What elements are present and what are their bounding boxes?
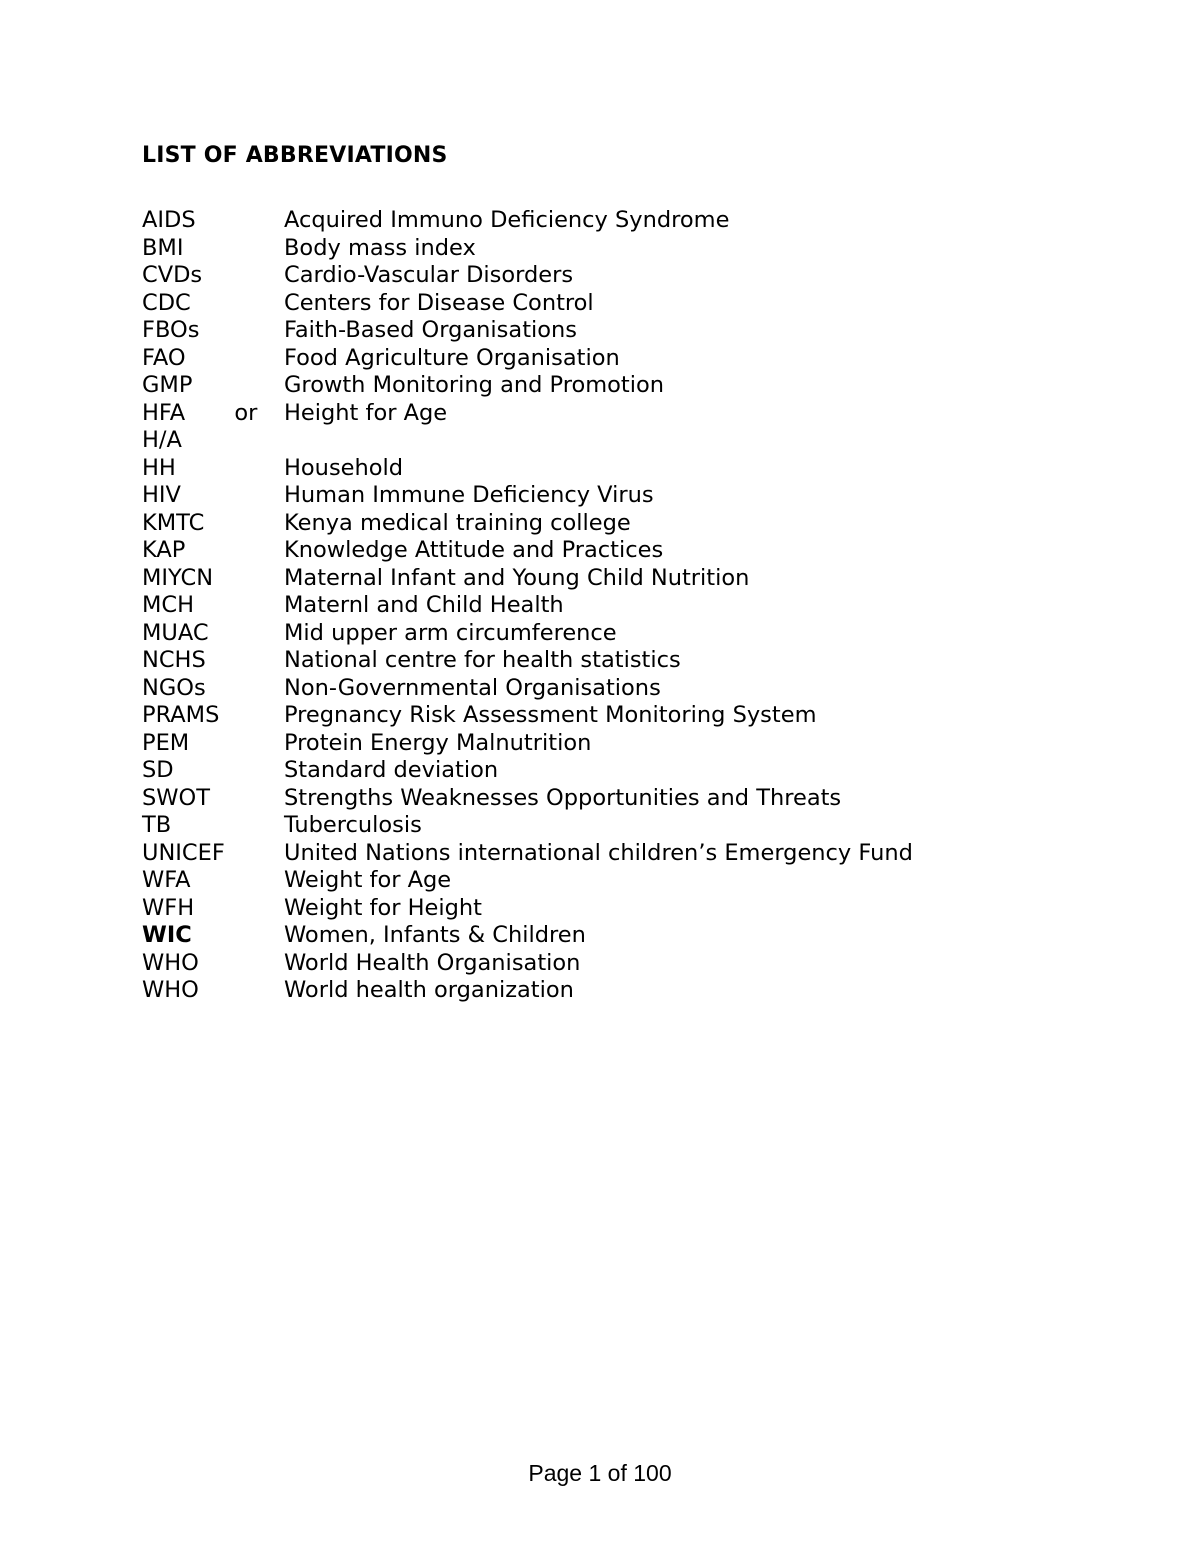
abbreviation-term: WHO (142, 949, 199, 976)
abbreviation-definition: Body mass index (284, 234, 476, 261)
abbreviation-term: FBOs (142, 317, 200, 343)
list-item (142, 510, 1142, 538)
abbreviation-term: GMP (142, 372, 193, 398)
list-item (142, 950, 1142, 978)
abbreviation-term: TB (142, 812, 172, 838)
abbreviation-definition: Weight for Age (284, 867, 452, 893)
abbreviation-term: MUAC (142, 619, 209, 646)
abbreviation-term: PEM (142, 729, 190, 756)
list-item (142, 207, 1142, 235)
abbreviation-definition: Tuberculosis (284, 812, 422, 838)
abbreviation-term: AIDS (142, 207, 196, 233)
list-item (142, 647, 1142, 675)
abbreviation-definition: Food Agriculture Organisation (284, 344, 620, 371)
abbreviation-definition: Standard deviation (284, 757, 499, 783)
abbreviation-term: FAO (142, 344, 186, 371)
list-item (142, 262, 1142, 290)
abbreviation-term: KMTC (142, 509, 205, 536)
list-item (142, 235, 1142, 263)
abbreviation-definition: Strengths Weaknesses Opportunities and Threats (284, 784, 842, 811)
page-number-footer: Page 1 of 100 (528, 1460, 672, 1486)
list-item (142, 372, 1142, 400)
abbreviation-definition: World Health Organisation (284, 949, 581, 976)
abbreviation-list (142, 207, 1142, 1005)
list-item (142, 565, 1142, 593)
abbreviation-definition: Acquired Immuno Deficiency Syndrome (284, 207, 730, 233)
list-item (142, 620, 1142, 648)
list-item (142, 757, 1142, 785)
abbreviation-term: BMI (142, 234, 184, 261)
list-item (142, 317, 1142, 345)
abbreviation-term: WHO (142, 977, 199, 1003)
list-item (142, 812, 1142, 840)
abbreviation-definition: Growth Monitoring and Promotion (284, 372, 665, 398)
abbreviation-term: WFH (142, 894, 195, 921)
abbreviation-term: NCHS (142, 647, 206, 673)
list-item (142, 345, 1142, 373)
list-item (142, 400, 1142, 455)
abbreviation-term: CDC (142, 289, 191, 316)
abbreviation-definition: National centre for health statistics (284, 647, 681, 673)
abbreviation-definition: Knowledge Attitude and Practices (284, 537, 664, 563)
abbreviation-definition: Cardio-Vascular Disorders (284, 262, 574, 288)
list-item (142, 840, 1142, 868)
abbreviation-term: WFA (142, 867, 191, 893)
list-item (142, 895, 1142, 923)
abbreviation-definition: United Nations international children’s Emergency Fund (284, 839, 913, 866)
abbreviation-definition: Maternl and Child Health (284, 592, 564, 618)
abbreviation-term: MIYCN (142, 564, 214, 591)
abbreviation-definition: Non-Governmental Organisations (284, 674, 661, 701)
list-item (142, 592, 1142, 620)
list-item (142, 977, 1142, 1005)
abbreviation-term: KAP (142, 537, 186, 563)
abbreviation-definition: Faith-Based Organisations (284, 317, 578, 343)
abbreviation-term: MCH (142, 592, 195, 618)
list-item (142, 455, 1142, 483)
abbreviation-term: CVDs (142, 262, 203, 288)
abbreviation-term: WIC (142, 922, 192, 948)
page-title: LIST OF ABBREVIATIONS (142, 143, 448, 168)
abbreviation-term: SD (142, 757, 174, 783)
abbreviation-definition: Pregnancy Risk Assessment Monitoring System (284, 702, 817, 728)
abbreviation-term: HFA or H/A (142, 399, 258, 453)
abbreviation-definition: Women, Infants & Children (284, 922, 586, 948)
abbreviation-definition: Centers for Disease Control (284, 289, 594, 316)
abbreviation-definition: Kenya medical training college (284, 509, 631, 536)
list-item (142, 537, 1142, 565)
abbreviation-definition: Protein Energy Malnutrition (284, 729, 592, 756)
abbreviation-definition: Household (284, 454, 404, 481)
abbreviation-term: SWOT (142, 784, 210, 811)
abbreviation-definition: Maternal Infant and Young Child Nutrition (284, 564, 750, 591)
list-item (142, 702, 1142, 730)
abbreviation-term: UNICEF (142, 839, 225, 866)
abbreviation-definition: World health organization (284, 977, 574, 1003)
abbreviation-term: NGOs (142, 674, 206, 701)
abbreviation-term: HH (142, 454, 176, 481)
abbreviation-term: PRAMS (142, 702, 220, 728)
list-item (142, 922, 1142, 950)
list-item (142, 675, 1142, 703)
abbreviation-definition: Height for Age (284, 399, 448, 426)
list-item (142, 867, 1142, 895)
abbreviation-term: HIV (142, 482, 181, 508)
abbreviation-definition: Mid upper arm circumference (284, 619, 617, 646)
list-item (142, 290, 1142, 318)
list-item (142, 482, 1142, 510)
list-item (142, 730, 1142, 758)
abbreviation-definition: Human Immune Deficiency Virus (284, 482, 654, 508)
list-item (142, 785, 1142, 813)
abbreviation-definition: Weight for Height (284, 894, 483, 921)
